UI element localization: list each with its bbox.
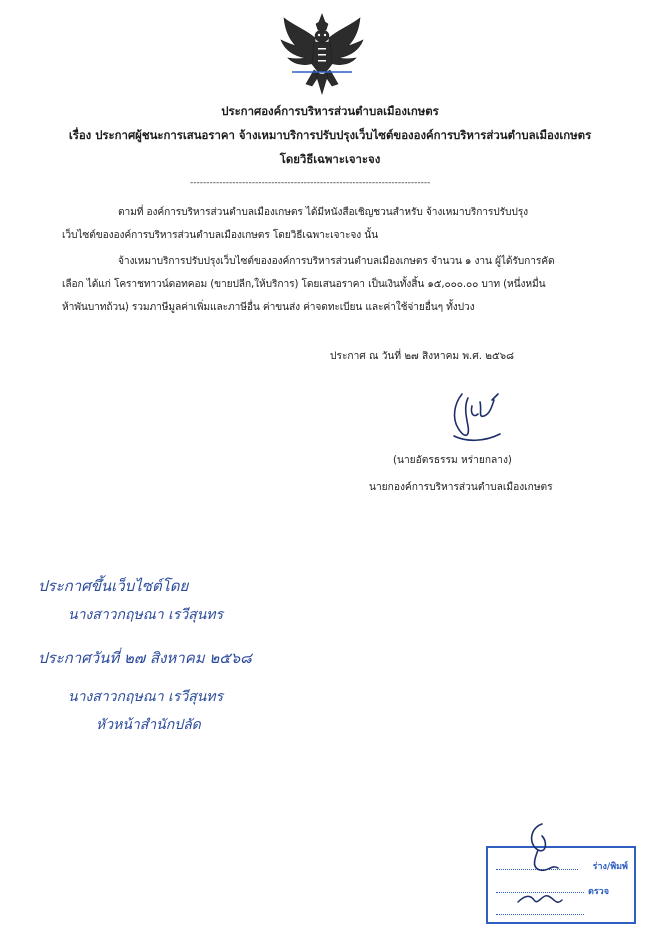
handwritten-note-line-3: ประกาศวันที่ ๒๗ สิงหาคม ๒๕๖๘ <box>38 649 252 667</box>
document-title: ประกาศองค์การบริหารส่วนตำบลเมืองเกษตร <box>221 104 439 118</box>
handwritten-note-line-4: นางสาวกฤษณา เรวีสุนทร <box>68 689 224 705</box>
document-subject: เรื่อง ประกาศผู้ชนะการเสนอราคา จ้างเหมาบริการปรับปรุงเว็บไซต์ขององค์การบริหารส่วนตำบลเมืองเกษตร <box>68 128 592 142</box>
paragraph-1-line-1: ตามที่ องค์การบริหารส่วนตำบลเมืองเกษตร ได้มีหนังสือเชิญชวนสำหรับ จ้างเหมาบริการปรับปรุง <box>118 207 529 218</box>
paragraph-2-line-3: ห้าพันบาทถ้วน) รวมภาษีมูลค่าเพิ่มและภาษีอื่น ค่าขนส่ง ค่าจดทะเบียน และค่าใช้จ่ายอื่นๆ ทั้งปวง <box>62 302 475 313</box>
announce-date: ประกาศ ณ วันที่ ๒๗ สิงหาคม พ.ศ. ๒๕๖๘ <box>330 351 514 362</box>
handwritten-note-line-5: หัวหน้าสำนักปลัด <box>96 717 201 733</box>
stamp-initials-mark <box>512 820 572 924</box>
handwritten-note-line-1: ประกาศขึ้นเว็บไซต์โดย <box>38 577 189 595</box>
document-method: โดยวิธีเฉพาะเจาะจง <box>279 152 381 166</box>
separator-line: -------------------------------------------------------------------------- <box>190 178 431 188</box>
paragraph-2-line-2: เลือก ได้แก่ โคราชทาวน์ดอทคอม (ขายปลีก,ให้บริการ) โดยเสนอราคา เป็นเงินทั้งสิ้น ๑๕,๐๐๐.๐๐ บาท (หนึ่งหมื่น <box>62 279 546 290</box>
handwritten-note-line-2: นางสาวกฤษณา เรวีสุนทร <box>68 607 224 623</box>
paragraph-1-line-2: เว็บไซต์ขององค์การบริหารส่วนตำบลเมืองเกษตร โดยวิธีเฉพาะเจาะจง นั้น <box>62 230 379 241</box>
signatory-name: (นายอัตรธรรม หร่ายกลาง) <box>393 455 512 466</box>
signatory-position: นายกองค์การบริหารส่วนตำบลเมืองเกษตร <box>369 482 553 493</box>
stamp-label-draft: ร่าง/พิมพ์ <box>592 862 628 872</box>
paragraph-2-line-1: จ้างเหมาบริการปรับปรุงเว็บไซต์ขององค์การบริหารส่วนตำบลเมืองเกษตร จำนวน ๑ งาน ผู้ได้รับการคัด <box>118 256 555 267</box>
signature-mark <box>448 388 510 450</box>
stamp-label-review: ตรวจ <box>588 887 610 897</box>
garuda-emblem-icon <box>276 12 368 98</box>
